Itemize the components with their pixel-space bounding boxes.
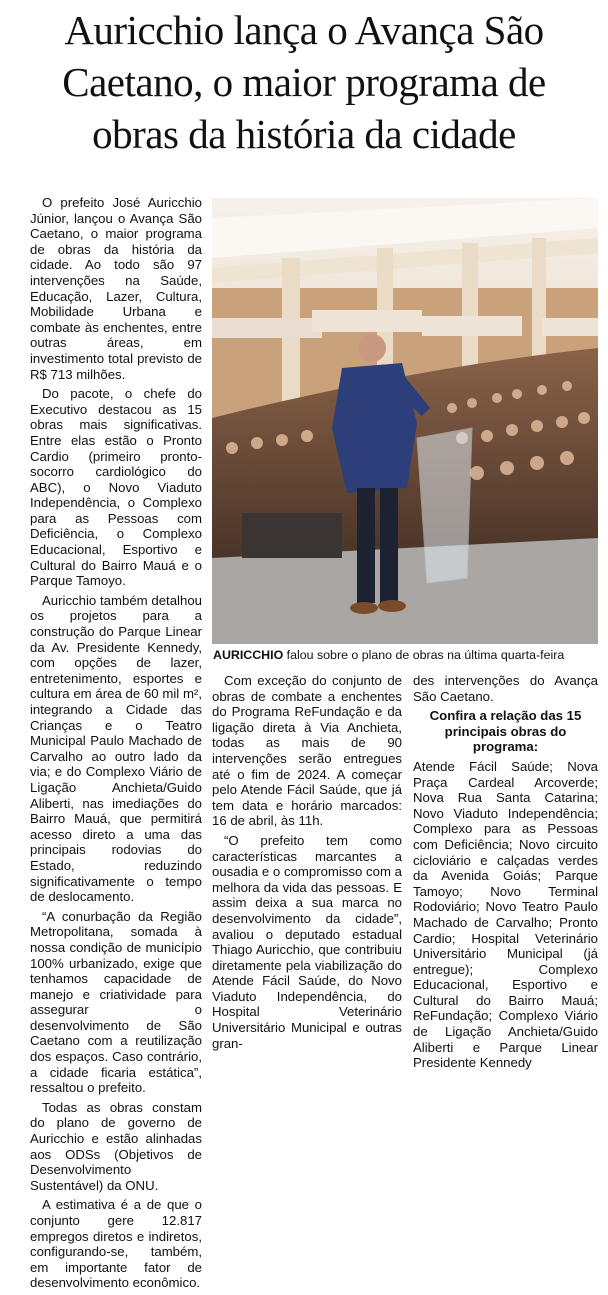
paragraph: A estimativa é a de que o conjunto gere 12.817 empregos diretos e indiretos, configurando-se, também, em importante fator de desenvolvimento econômico. [30, 1197, 202, 1291]
paragraph: Com exceção do conjunto de obras de combate a enchentes do Programa ReFundação e da ligação direta à Via Anchieta, todas as mais de 90 intervenções serão entregues até o fim de 2024. A começar pelo Atende Fácil Saúde, que já tem data e horário marcados: 16 de abril, às 11h. [212, 673, 402, 829]
paragraph: O prefeito José Auricchio Júnior, lançou o Avança São Caetano, o maior programa de obras da história da cidade. Ao todo são 97 intervenções na Saúde, Educação, Lazer, Cultura, Mobilidade Urbana e combate às enchentes, entre outras áreas, em investimento total previsto de R$ 713 milhões. [30, 195, 202, 382]
paragraph: des intervenções do Avança São Caetano. [413, 673, 598, 704]
paragraph: Do pacote, o chefe do Executivo destacou as 15 obras mais significativas. Entre elas estão o Pronto Cardio (primeiro pronto-socorro cardiológico do ABC), o Novo Viaduto Independência, o Complexo para as Pessoas com Deficiência, o Complexo Educacional, Esportivo e Cultural do Bairro Mauá e o Parque Tamoyo. [30, 386, 202, 589]
paragraph: Auricchio também detalhou os projetos para a construção do Parque Linear da Av. Presidente Kennedy, com opções de lazer, entretenimento, esportes e cultura em área de 60 mil m², integrando a Cidade das Crianças e o Teatro Municipal Paulo Machado de Carvalho ao outro lado da via; e do Complexo Viário de Ligação Anchieta/Guido Aliberti, nas imediações do Bairro Mauá, que permitirá acesso direto a uma das principais rodovias do Estado, reduzindo significativamente o tempo de deslocamento. [30, 592, 202, 905]
headline-line-2: Caetano, o maior programa de [62, 59, 546, 105]
paragraph: Todas as obras constam do plano de governo de Auricchio e estão alinhadas aos ODSs (Objetivos de Desenvolvimento Sustentável) da ONU. [30, 1099, 202, 1193]
right-column [413, 673, 598, 1075]
headline-line-3: obras da história da cidade [92, 111, 516, 157]
paragraph: “O prefeito tem como características marcantes a ousadia e o compromisso com a melhora da vida das pessoas. E assim deixa a sua marca no desenvolvimento da cidade”, avaliou o deputado estadual Thiago Auricchio, que contribuiu diretamente pela viabilização do Atende Fácil Saúde, do Novo Viaduto Independência, do Hospital Veterinário Universitário Municipal e outras gran- [212, 832, 402, 1051]
photo-caption [213, 648, 599, 663]
paragraph: “A conurbação da Região Metropolitana, somada à nossa condição de município 100% urbanizado, exige que tenhamos capacidade de manejo e criatividade para assegurar o desenvolvimento de São Caetano com a reutilização dos espaços. Caso contrário, a cidade ficaria estática”, ressaltou o prefeito. [30, 908, 202, 1096]
list-subhead: Confira a relação das 15 principais obras do programa: [429, 708, 582, 755]
headline-line-1: Auricchio lança o Avança São [64, 7, 544, 53]
left-column [30, 195, 202, 1295]
caption-text: falou sobre o plano de obras na última quarta-feira [283, 648, 565, 662]
auditorium-illustration [212, 198, 598, 644]
headline [6, 4, 602, 160]
middle-column [212, 673, 402, 1055]
works-list: Atende Fácil Saúde; Nova Praça Cardeal Arcoverde; Nova Rua Santa Catarina; Novo Viaduto Independência; Complexo para as Pessoas com Deficiência; Novo circuito cicloviário e calçadas verdes da Avenida Goiás; Parque Tamoyo; Novo Terminal Rodoviário; Novo Teatro Paulo Machado de Carvalho; Pronto Cardio; Hospital Veterinário Universitário Municipal (já entregue); Complexo Educacional, Esportivo e Cultural do Bairro Mauá; ReFundação; Complexo Viário de Ligação Anchieta/Guido Aliberti e Parque Linear Presidente Kennedy [413, 758, 598, 1071]
event-photo [212, 198, 598, 644]
caption-name: AURICCHIO [213, 648, 284, 662]
